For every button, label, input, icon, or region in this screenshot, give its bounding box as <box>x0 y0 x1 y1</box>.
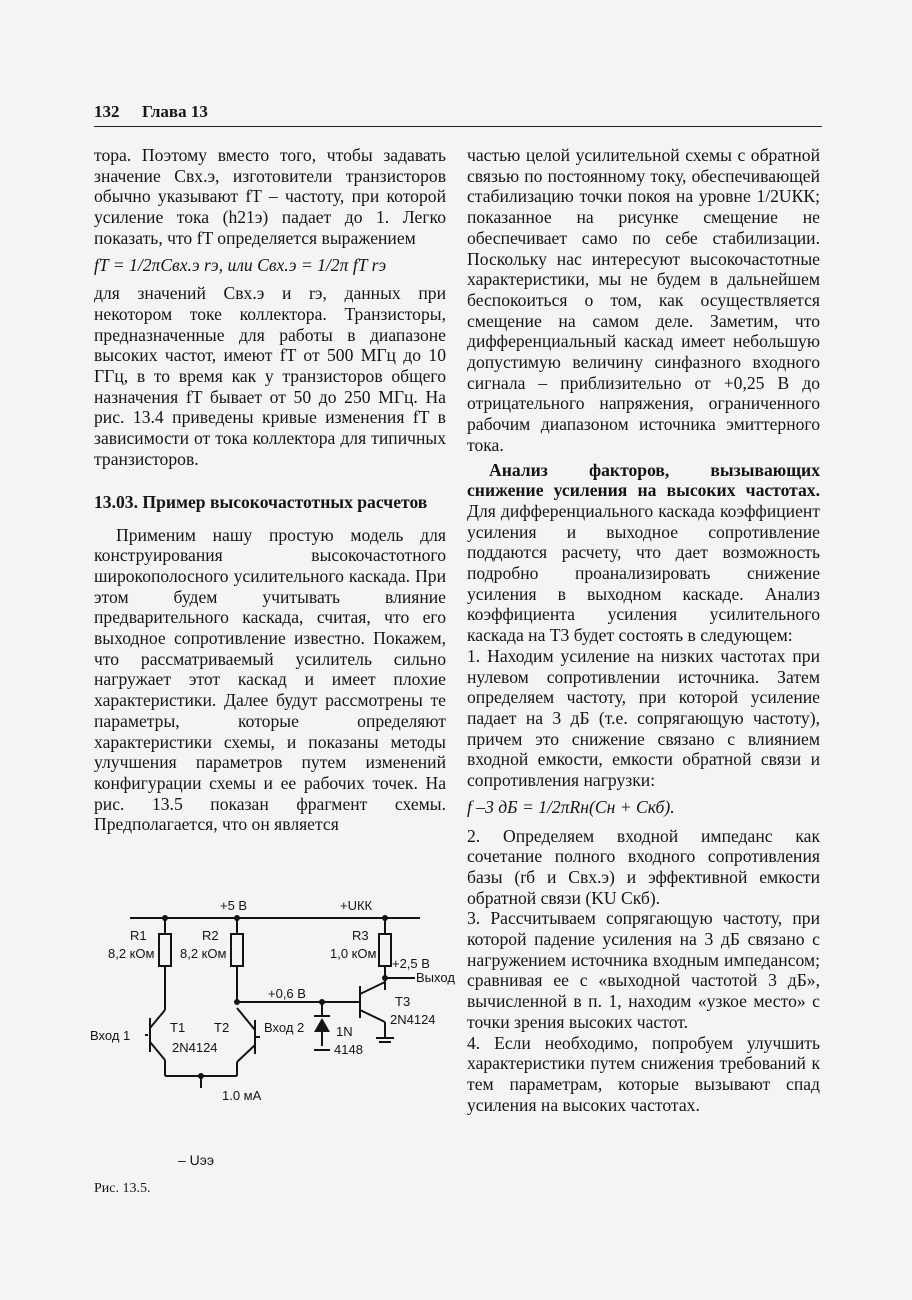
label-diode-2: 4148 <box>334 1042 363 1057</box>
circuit-figure <box>90 890 460 1100</box>
label-ukk: +UКК <box>340 898 373 913</box>
label-t3-type: 2N4124 <box>390 1012 436 1027</box>
label-t1: T1 <box>170 1020 186 1035</box>
label-bias: +0,6 В <box>268 986 306 1001</box>
label-r1-value: 8,2 кОм <box>108 946 155 961</box>
label-t12-type: 2N4124 <box>172 1040 218 1055</box>
label-r2-value: 8,2 кОм <box>180 946 227 961</box>
label-input-2: Вход 2 <box>264 1020 305 1035</box>
right-paragraph-1: частью целой усилительной схемы с обратной связью по постоянному току, обеспечивающей стабилизацию точки покоя на уровне 1/2UКК; показанное на рисунке смещение не обеспечивает само по себе стабилизации. Поскольку нас интересуют высокочастотные характеристики, мы не будем в дальнейшем беспокоиться о том, как осуществляется смещение на самом деле. Заметим, что дифференциальный каскад имеет небольшую допустимую величину синфазного входного сигнала – приблизительно от +0,25 В до отрицательного напряжения, ограниченного рабочим диапазоном источника эмиттерного тока. <box>467 145 820 455</box>
label-r3-value: 1,0 кОм <box>330 946 377 961</box>
page-number: 132 <box>94 102 120 121</box>
left-formula: fT = 1/2πCвх.э rэ, или Cвх.э = 1/2π fT rэ <box>94 254 387 275</box>
step-3: 3. Рассчитываем сопрягающую частоту, при которой падение усиления на 3 дБ связано с нагружением источника входным импедансом; сравнивая ее с «выходной частотой 3 дБ», вычисленной в п. 1, находим «узкое место» с точки зрения высоких частот. <box>467 908 820 1032</box>
left-paragraph-1: тора. Поэтому вместо того, чтобы задавать значение Cвх.э, изготовители транзисторов обычно указывают fT – частоту, при которой усиление тока (h21э) падает до 1. Легко показать, что fT определяется выражением <box>94 145 446 248</box>
label-input-1: Вход 1 <box>90 1028 131 1043</box>
label-r3: R3 <box>352 928 369 943</box>
label-t2: T2 <box>214 1020 230 1035</box>
label-r2: R2 <box>202 928 219 943</box>
analysis-heading: Анализ факторов, вызывающих снижение усиления на высоких частотах. <box>467 459 820 501</box>
label-output: Выход <box>416 970 455 985</box>
label-r1: R1 <box>130 928 147 943</box>
circuit-diagram <box>90 890 460 1100</box>
chapter-title: Глава 13 <box>142 102 208 121</box>
label-diode: 1N <box>336 1024 353 1039</box>
label-uee: – Uээ <box>178 1152 215 1168</box>
left-paragraph-3: Применим нашу простую модель для конструирования высокочастотного широкополосного усилительного каскада. При этом будем учитывать влияние предварительного каскада, считая, что его выходное сопротивление известно. Покажем, что рассматриваемый усилитель сильно нагружает этот каскад и имеет плохие характеристики. Далее будут рассмотрены те параметры, которые определяют характеристики схемы, и показаны методы улучшения параметров путем изменений конфигурации схемы и ее рабочих точек. На рис. 13.5 показан фрагмент схемы. Предполагается, что он является <box>94 524 446 835</box>
analysis-text: Для дифференциального каскада коэффициент усиления и выходное сопротивление поддаются расчету, что дает возможность подробно проанализировать снижение усиления в выходном каскаде. Анализ коэффициента усиления усилительного каскада на T3 будет состоять в следующем: <box>467 500 820 646</box>
label-current: 1,0 мА <box>222 1088 262 1100</box>
label-output-voltage: +2,5 В <box>392 956 430 971</box>
figure-caption: Рис. 13.5. <box>94 1181 151 1196</box>
page-header <box>94 100 822 127</box>
label-t3: T3 <box>395 994 411 1009</box>
right-formula: f –3 дБ = 1/2πRн(Cн + Cкб). <box>467 796 675 817</box>
section-title: 13.03. Пример высокочастотных расчетов <box>94 491 428 512</box>
step-2: 2. Определяем входной импеданс как сочетание полного входного сопротивления базы (rб и Cвх.э) и эффективной емкости обратной связи (KU Cкб). <box>467 825 820 908</box>
diode-arrow-icon <box>314 1018 330 1032</box>
left-column <box>94 145 446 835</box>
step-1: 1. Находим усиление на низких частотах при нулевом сопротивлении источника. Затем определяем частоту, при которой усиление падает на 3 дБ (т.е. сопрягающую частоту), причем это снижение связано с влиянием входной емкости, емкости обратной связи и сопротивления нагрузки: <box>467 645 820 791</box>
label-supply: +5 В <box>220 898 248 913</box>
step-4: 4. Если необходимо, попробуем улучшить характеристики путем снижения требований к тем параметрам, которые вызывают спад усиления на высоких частотах. <box>467 1032 820 1115</box>
right-column <box>467 145 820 1115</box>
right-paragraph-2 <box>467 460 820 646</box>
left-paragraph-2: для значений Cвх.э и rэ, данных при некотором токе коллектора. Транзисторы, предназначенные для работы в диапазоне высоких частот, имеют fT от 500 МГц до 10 ГГц, в то время как у транзисторов общего назначения fT бывает от 50 до 250 МГц. На рис. 13.4 приведены кривые изменения fT в зависимости от тока коллектора для типичных транзисторов. <box>94 283 446 469</box>
